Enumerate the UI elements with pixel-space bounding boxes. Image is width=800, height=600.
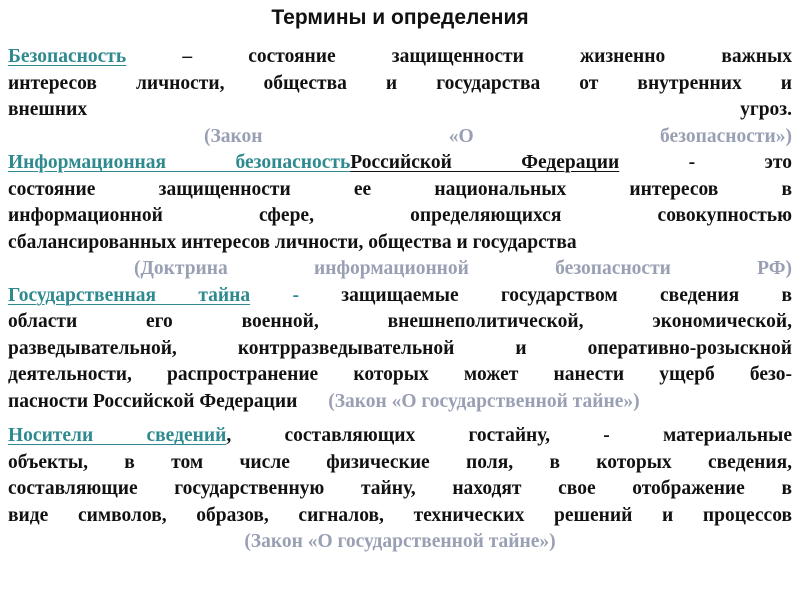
citation-carriers: (Закон «О государственной тайне»): [244, 531, 556, 552]
definition-state-secret: Государственная тайна - защищаемые государством сведения в области его военной, внешнеполитической, экономической, разведывательной, контрразведывательной и оперативно-розыскной деятельности, распространение которых может нанести ущерб безо- пасности Российской Федерации (Закон «О государственной тайне»): [8, 284, 793, 412]
term-carriers: Носители сведений: [8, 425, 227, 446]
definition-info-security: Информационная безопасностьРоссийской Федерации - это состояние защищенности ее национальных интересов в информационной сфере, определяющихся совокупностью сбалансированных интересов личности, общества и государства (Доктрина информационной безопасности РФ): [8, 150, 792, 283]
definition-security: Безопасность – состояние защищенности жизненно важных интересов личности, общества и государства от внутренних и внешних угроз. (Закон «О безопасности»): [8, 44, 792, 150]
citation-state-secret: (Закон «О государственной тайне»): [328, 390, 640, 412]
definitions-list: [8, 44, 792, 556]
term-state-secret: Государственная тайна: [8, 284, 251, 306]
security-last-line: внешних угроз.: [8, 99, 792, 120]
term-security: Безопасность: [8, 46, 127, 67]
term-info-security: Информационная безопасность: [8, 152, 351, 173]
page-title: Термины и определения: [271, 6, 529, 29]
citation-security: (Закон «О безопасности»): [204, 125, 792, 147]
citation-info-security: (Доктрина информационной безопасности РФ): [134, 258, 792, 279]
definition-carriers: Носители сведений, составляющих гостайну, - материальные объекты, в том числе физические поля, в которых сведения, составляющие государственную тайну, находят свое отображение в виде символов, образов, сигналов, технических решений и процессов (Закон «О государственной тайне»): [8, 423, 792, 556]
